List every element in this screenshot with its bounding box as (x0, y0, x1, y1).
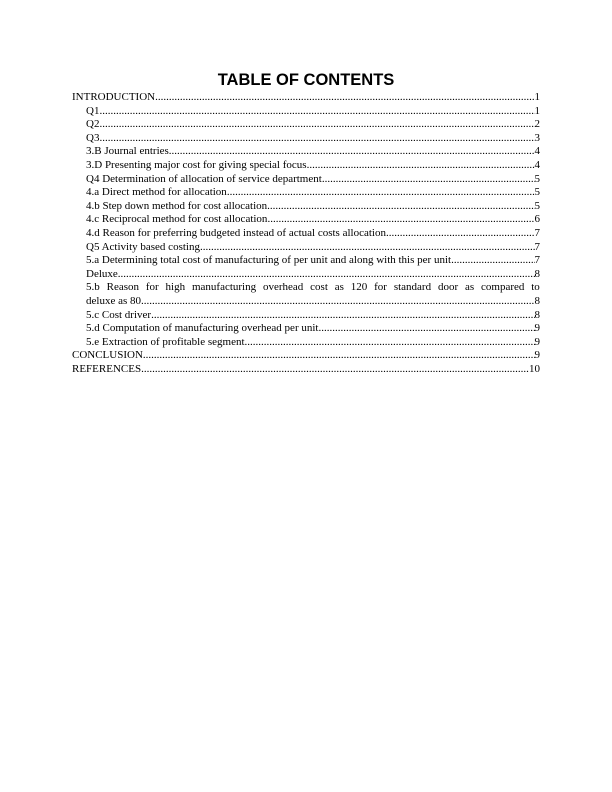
toc-entry-leader (169, 145, 535, 159)
toc-entry[interactable] (72, 336, 540, 350)
toc-entry-page-number: 4 (534, 145, 540, 158)
toc-entry-row (86, 295, 540, 309)
toc-entry-text: INTRODUCTION (72, 91, 156, 103)
toc-entry-leader (99, 105, 534, 119)
toc-entry[interactable] (72, 322, 540, 336)
toc-entry-word: to (531, 281, 540, 294)
toc-entry-leader (267, 200, 534, 214)
toc-entry-text-line1 (86, 281, 540, 295)
toc-entry-row (86, 322, 540, 336)
toc-entry-row (86, 336, 540, 350)
toc-entry-page-number: 6 (534, 213, 540, 226)
toc-entry-word: Reason (106, 281, 139, 294)
toc-list (72, 91, 540, 376)
toc-entry-text: 3.D Presenting major cost for giving special focus (86, 158, 307, 171)
toc-entry[interactable] (72, 132, 540, 146)
toc-entry-page-number: 1 (534, 104, 540, 117)
toc-entry-text: REFERENCES (72, 362, 142, 375)
toc-entry-leader (245, 336, 535, 350)
toc-entry[interactable] (72, 213, 540, 227)
toc-entry-row (86, 145, 540, 159)
toc-entry-row (86, 186, 540, 200)
toc-entry-page-number: 4 (534, 158, 540, 171)
toc-entry-text: 5.e Extraction of profitable segment (86, 335, 245, 348)
toc-entry-page-number: 5 (534, 172, 540, 185)
toc-entry-word: standard (393, 281, 432, 294)
toc-entry[interactable] (72, 227, 540, 241)
toc-entry-row (86, 200, 540, 214)
toc-entry-leader (307, 159, 535, 173)
toc-entry-word: manufacturing (191, 281, 257, 294)
toc-entry[interactable] (72, 118, 540, 132)
toc-entry-page-number: 7 (534, 226, 540, 239)
toc-entry-row (86, 159, 540, 173)
toc-entry-word: 5.b (86, 281, 100, 294)
toc-entry-row (86, 213, 540, 227)
toc-entry[interactable] (72, 159, 540, 173)
toc-entry[interactable] (72, 186, 540, 200)
toc-entry-leader (151, 309, 534, 323)
toc-entry-leader (141, 295, 535, 309)
toc-entry-page-number: 3 (534, 131, 540, 144)
toc-entry-text: Deluxe (86, 267, 118, 280)
toc-entry-leader (318, 322, 534, 336)
toc-entry-word: high (165, 281, 186, 294)
toc-entry-word: for (145, 281, 159, 294)
toc-entry-row (86, 268, 540, 282)
toc-entry-row (72, 363, 540, 377)
toc-entry-row (86, 105, 540, 119)
toc-entry[interactable] (72, 254, 540, 268)
toc-entry-page-number: 7 (534, 254, 540, 267)
toc-entry-leader (227, 186, 535, 200)
toc-entry-word: overhead (262, 281, 304, 294)
toc-entry-text: Q4 Determination of allocation of service department (86, 172, 322, 185)
toc-entry[interactable] (72, 349, 540, 363)
toc-entry[interactable] (72, 309, 540, 323)
toc-entry-row (72, 91, 540, 105)
toc-entry-text: 4.a Direct method for allocation (86, 186, 227, 199)
toc-entry-row (86, 254, 540, 268)
toc-entry[interactable] (72, 241, 540, 255)
toc-entry-page-number: 1 (534, 91, 540, 103)
toc-entry[interactable] (72, 105, 540, 119)
toc-entry[interactable] (72, 268, 540, 282)
toc-entry-row (86, 132, 540, 146)
toc-entry-text: Q3 (86, 131, 100, 144)
toc-entry-page-number: 10 (529, 362, 540, 375)
toc-entry-text: 5.a Determining total cost of manufacturing of per unit and along with this per unit (86, 254, 452, 267)
toc-entry-text: 4.c Reciprocal method for cost allocation (86, 213, 268, 226)
toc-entry-text: Q2 (86, 118, 100, 131)
toc-entry[interactable] (72, 363, 540, 377)
toc-entry-word: cost (310, 281, 328, 294)
toc-entry-row (86, 173, 540, 187)
toc-entry-page-number: 9 (534, 322, 540, 335)
toc-entry-page-number: 7 (534, 240, 540, 253)
toc-entry[interactable] (72, 281, 540, 308)
toc-entry-text: Q1 (86, 104, 100, 117)
toc-entry-text: 5.c Cost driver (86, 308, 152, 321)
toc-entry-word: compared (481, 281, 525, 294)
toc-entry-text: 3.B Journal entries (86, 145, 169, 158)
toc-entry-text: 4.b Step down method for cost allocation (86, 199, 268, 212)
toc-entry-leader (451, 254, 534, 268)
toc-entry-text: CONCLUSION (72, 349, 143, 362)
toc-entry-row (72, 349, 540, 363)
toc-entry-leader (386, 227, 535, 241)
toc-title: TABLE OF CONTENTS (217, 71, 395, 89)
toc-entry-leader (118, 268, 535, 282)
toc-entry[interactable] (72, 173, 540, 187)
toc-entry-page-number: 8 (534, 267, 540, 280)
toc-entry-page-number: 8 (534, 294, 540, 307)
toc-entry-leader (141, 363, 529, 377)
toc-entry-word: as (334, 281, 344, 294)
toc-entry-page-number: 9 (534, 335, 540, 348)
toc-entry-leader (267, 213, 534, 227)
toc-entry-row (86, 118, 540, 132)
toc-entry-page-number: 5 (534, 186, 540, 199)
toc-entry-row (86, 309, 540, 323)
toc-entry-word: for (374, 281, 387, 294)
toc-entry-text: deluxe as 80 (86, 294, 141, 307)
document-page (72, 70, 540, 376)
toc-entry-leader (322, 173, 535, 187)
toc-entry-word: door (437, 281, 459, 294)
toc-entry-text: 5.d Computation of manufacturing overhead per unit (86, 322, 319, 335)
toc-entry-leader (99, 132, 534, 146)
toc-entry-leader (143, 349, 535, 363)
toc-entry-page-number: 9 (534, 349, 540, 362)
toc-entry-row (86, 227, 540, 241)
toc-entry-text: 4.d Reason for preferring budgeted instead of actual costs allocation (86, 226, 386, 239)
toc-entry-page-number: 5 (534, 199, 540, 212)
toc-entry[interactable] (72, 91, 540, 105)
toc-entry-leader (99, 118, 534, 132)
toc-entry[interactable] (72, 145, 540, 159)
toc-entry-word: as (464, 281, 475, 294)
toc-entry-word: 120 (350, 281, 368, 294)
toc-entry-page-number: 8 (534, 308, 540, 321)
toc-entry-row (86, 241, 540, 255)
toc-entry-leader (200, 241, 535, 255)
toc-entry-leader (155, 91, 534, 105)
toc-entry-page-number: 2 (534, 118, 540, 131)
toc-entry[interactable] (72, 200, 540, 214)
toc-entry-text: Q5 Activity based costing (86, 240, 200, 253)
